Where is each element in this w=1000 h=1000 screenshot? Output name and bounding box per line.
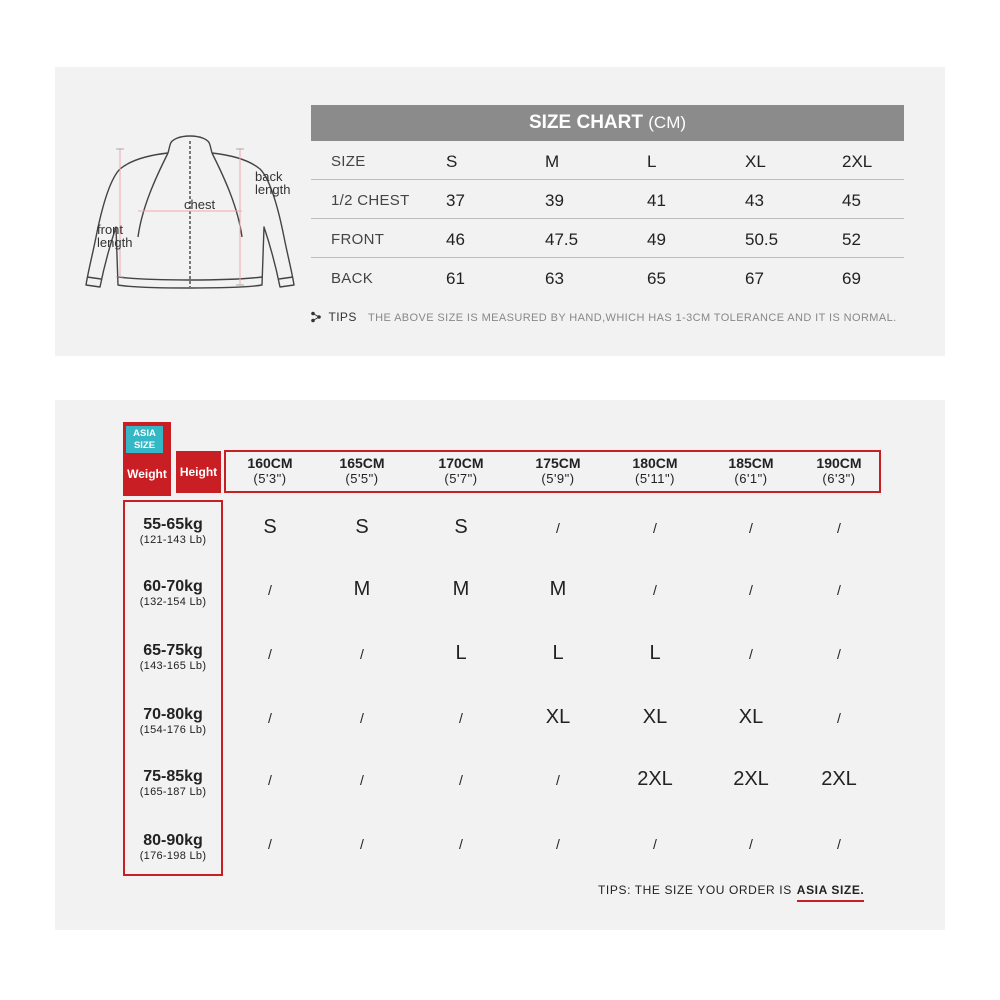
jacket-diagram-icon: [80, 127, 310, 297]
height-imperial: (6'1"): [734, 471, 768, 486]
value-cell: 47.5: [545, 230, 579, 249]
height-cm: 175CM: [535, 455, 581, 471]
size-cell: /: [556, 520, 560, 536]
size-cell: 2XL: [637, 768, 673, 790]
value-cell: 39: [545, 191, 564, 210]
size-cell: /: [268, 582, 272, 598]
asia-size-highlight: ASIA SIZE.: [797, 883, 865, 902]
weight-lb: (143-165 Lb): [139, 660, 207, 672]
height-col-6: [794, 456, 884, 486]
row-label: BACK: [331, 270, 374, 287]
size-cell: /: [459, 772, 463, 788]
weight-row-4: [125, 768, 221, 799]
size-cell: S: [454, 516, 468, 538]
height-cm: 190CM: [816, 455, 862, 471]
height-col-3: [513, 456, 603, 486]
table-row: [311, 180, 904, 219]
size-cell: L: [647, 152, 657, 171]
weight-kg: 60-70kg: [143, 578, 203, 595]
height-col-5: [706, 456, 796, 486]
share-icon: [310, 311, 322, 323]
weight-kg: 55-65kg: [143, 516, 203, 533]
order-tips: [598, 883, 864, 897]
row-label: FRONT: [331, 231, 385, 248]
height-cm: 180CM: [632, 455, 678, 471]
size-cell: /: [749, 836, 753, 852]
weight-kg: 70-80kg: [143, 706, 203, 723]
height-cm: 165CM: [339, 455, 385, 471]
height-imperial: (5'5"): [345, 471, 379, 486]
size-cell: /: [837, 646, 841, 662]
back-length-label: back length: [255, 169, 291, 197]
size-cell: /: [837, 582, 841, 598]
weight-header: Weight: [127, 467, 167, 481]
value-cell: 50.5: [745, 230, 779, 249]
size-chart-title: [311, 105, 904, 141]
asia-size-panel: [55, 400, 945, 930]
size-cell: XL: [545, 706, 571, 728]
size-cell: /: [749, 646, 753, 662]
weight-lb: (176-198 Lb): [139, 850, 207, 862]
size-cell: /: [653, 520, 657, 536]
weight-column: [123, 500, 223, 876]
size-cell: /: [556, 836, 560, 852]
size-cell: /: [653, 582, 657, 598]
asia-size-tag: ASIA SIZE: [126, 426, 163, 453]
size-cell: L: [455, 642, 467, 664]
value-cell: 46: [446, 230, 465, 249]
height-imperial: (5'9"): [541, 471, 575, 486]
table-row: [311, 219, 904, 258]
size-cell: M: [353, 578, 371, 600]
size-cell: S: [446, 152, 458, 171]
size-cell: M: [545, 152, 560, 171]
height-col-1: [317, 456, 407, 486]
height-imperial: (5'11"): [635, 471, 675, 486]
weight-row-3: [125, 706, 221, 737]
weight-row-1: [125, 578, 221, 609]
value-cell: 69: [842, 269, 861, 288]
weight-kg: 80-90kg: [143, 832, 203, 849]
height-col-2: [416, 456, 506, 486]
tips-text: THE ABOVE SIZE IS MEASURED BY HAND,WHICH HAS 1-3CM TOLERANCE AND IT IS NORMAL.: [368, 312, 897, 324]
size-cell: S: [355, 516, 369, 538]
table-row: [311, 258, 904, 297]
height-col-0: [225, 456, 315, 486]
size-chart-table: [311, 105, 904, 297]
height-col-4: [610, 456, 700, 486]
chest-label: chest: [184, 197, 216, 212]
size-cell: /: [268, 710, 272, 726]
height-cm: 160CM: [247, 455, 293, 471]
weight-row-2: [125, 642, 221, 673]
front-length-label: front length: [97, 222, 133, 250]
size-cell: 2XL: [821, 768, 857, 790]
size-cell: /: [268, 646, 272, 662]
value-cell: 41: [647, 191, 666, 210]
size-cell: /: [459, 836, 463, 852]
size-chart-unit: (CM): [648, 113, 687, 132]
size-cell: /: [360, 646, 364, 662]
size-cell: /: [360, 710, 364, 726]
height-cm: 170CM: [438, 455, 484, 471]
size-cell: 2XL: [733, 768, 769, 790]
size-cell: /: [556, 772, 560, 788]
size-cell: /: [268, 772, 272, 788]
weight-lb: (121-143 Lb): [139, 534, 207, 546]
weight-lb: (165-187 Lb): [139, 786, 207, 798]
size-cell: /: [749, 520, 753, 536]
value-cell: 52: [842, 230, 861, 249]
size-cell: L: [552, 642, 564, 664]
weight-kg: 65-75kg: [143, 642, 203, 659]
size-cell: XL: [738, 706, 764, 728]
value-cell: 63: [545, 269, 564, 288]
measurement-tips: [310, 310, 897, 324]
size-cell: M: [549, 578, 567, 600]
size-cell: L: [649, 642, 661, 664]
size-cell: 2XL: [842, 152, 873, 171]
tips-label: TIPS: [328, 310, 357, 324]
value-cell: 61: [446, 269, 465, 288]
weight-kg: 75-85kg: [143, 768, 203, 785]
size-cell: /: [837, 836, 841, 852]
value-cell: 65: [647, 269, 666, 288]
height-imperial: (5'3"): [253, 471, 287, 486]
value-cell: 67: [745, 269, 764, 288]
size-cell: XL: [745, 152, 766, 171]
weight-lb: (154-176 Lb): [139, 724, 207, 736]
size-cell: S: [263, 516, 277, 538]
value-cell: 45: [842, 191, 861, 210]
table-row: [311, 141, 904, 180]
weight-row-5: [125, 832, 221, 863]
value-cell: 37: [446, 191, 465, 210]
value-cell: 43: [745, 191, 764, 210]
weight-lb: (132-154 Lb): [139, 596, 207, 608]
order-tips-text: TIPS: THE SIZE YOU ORDER IS: [598, 883, 792, 897]
size-cell: /: [837, 710, 841, 726]
weight-row-0: [125, 516, 221, 547]
size-cell: /: [837, 520, 841, 536]
size-chart-panel: [55, 67, 945, 356]
size-cell: /: [459, 710, 463, 726]
value-cell: 49: [647, 230, 666, 249]
row-label: SIZE: [331, 153, 366, 170]
size-cell: /: [360, 772, 364, 788]
row-label: 1/2 CHEST: [331, 192, 410, 209]
size-cell: M: [452, 578, 470, 600]
height-imperial: (6'3"): [822, 471, 856, 486]
size-cell: /: [653, 836, 657, 852]
size-chart-title-text: SIZE CHART: [528, 112, 643, 133]
size-cell: /: [360, 836, 364, 852]
size-cell: /: [749, 582, 753, 598]
height-header: Height: [176, 451, 221, 493]
height-imperial: (5'7"): [444, 471, 478, 486]
size-cell: XL: [642, 706, 668, 728]
height-cm: 185CM: [728, 455, 774, 471]
asia-size-box: [123, 422, 171, 496]
size-cell: /: [268, 836, 272, 852]
height-header-row: [224, 450, 881, 493]
